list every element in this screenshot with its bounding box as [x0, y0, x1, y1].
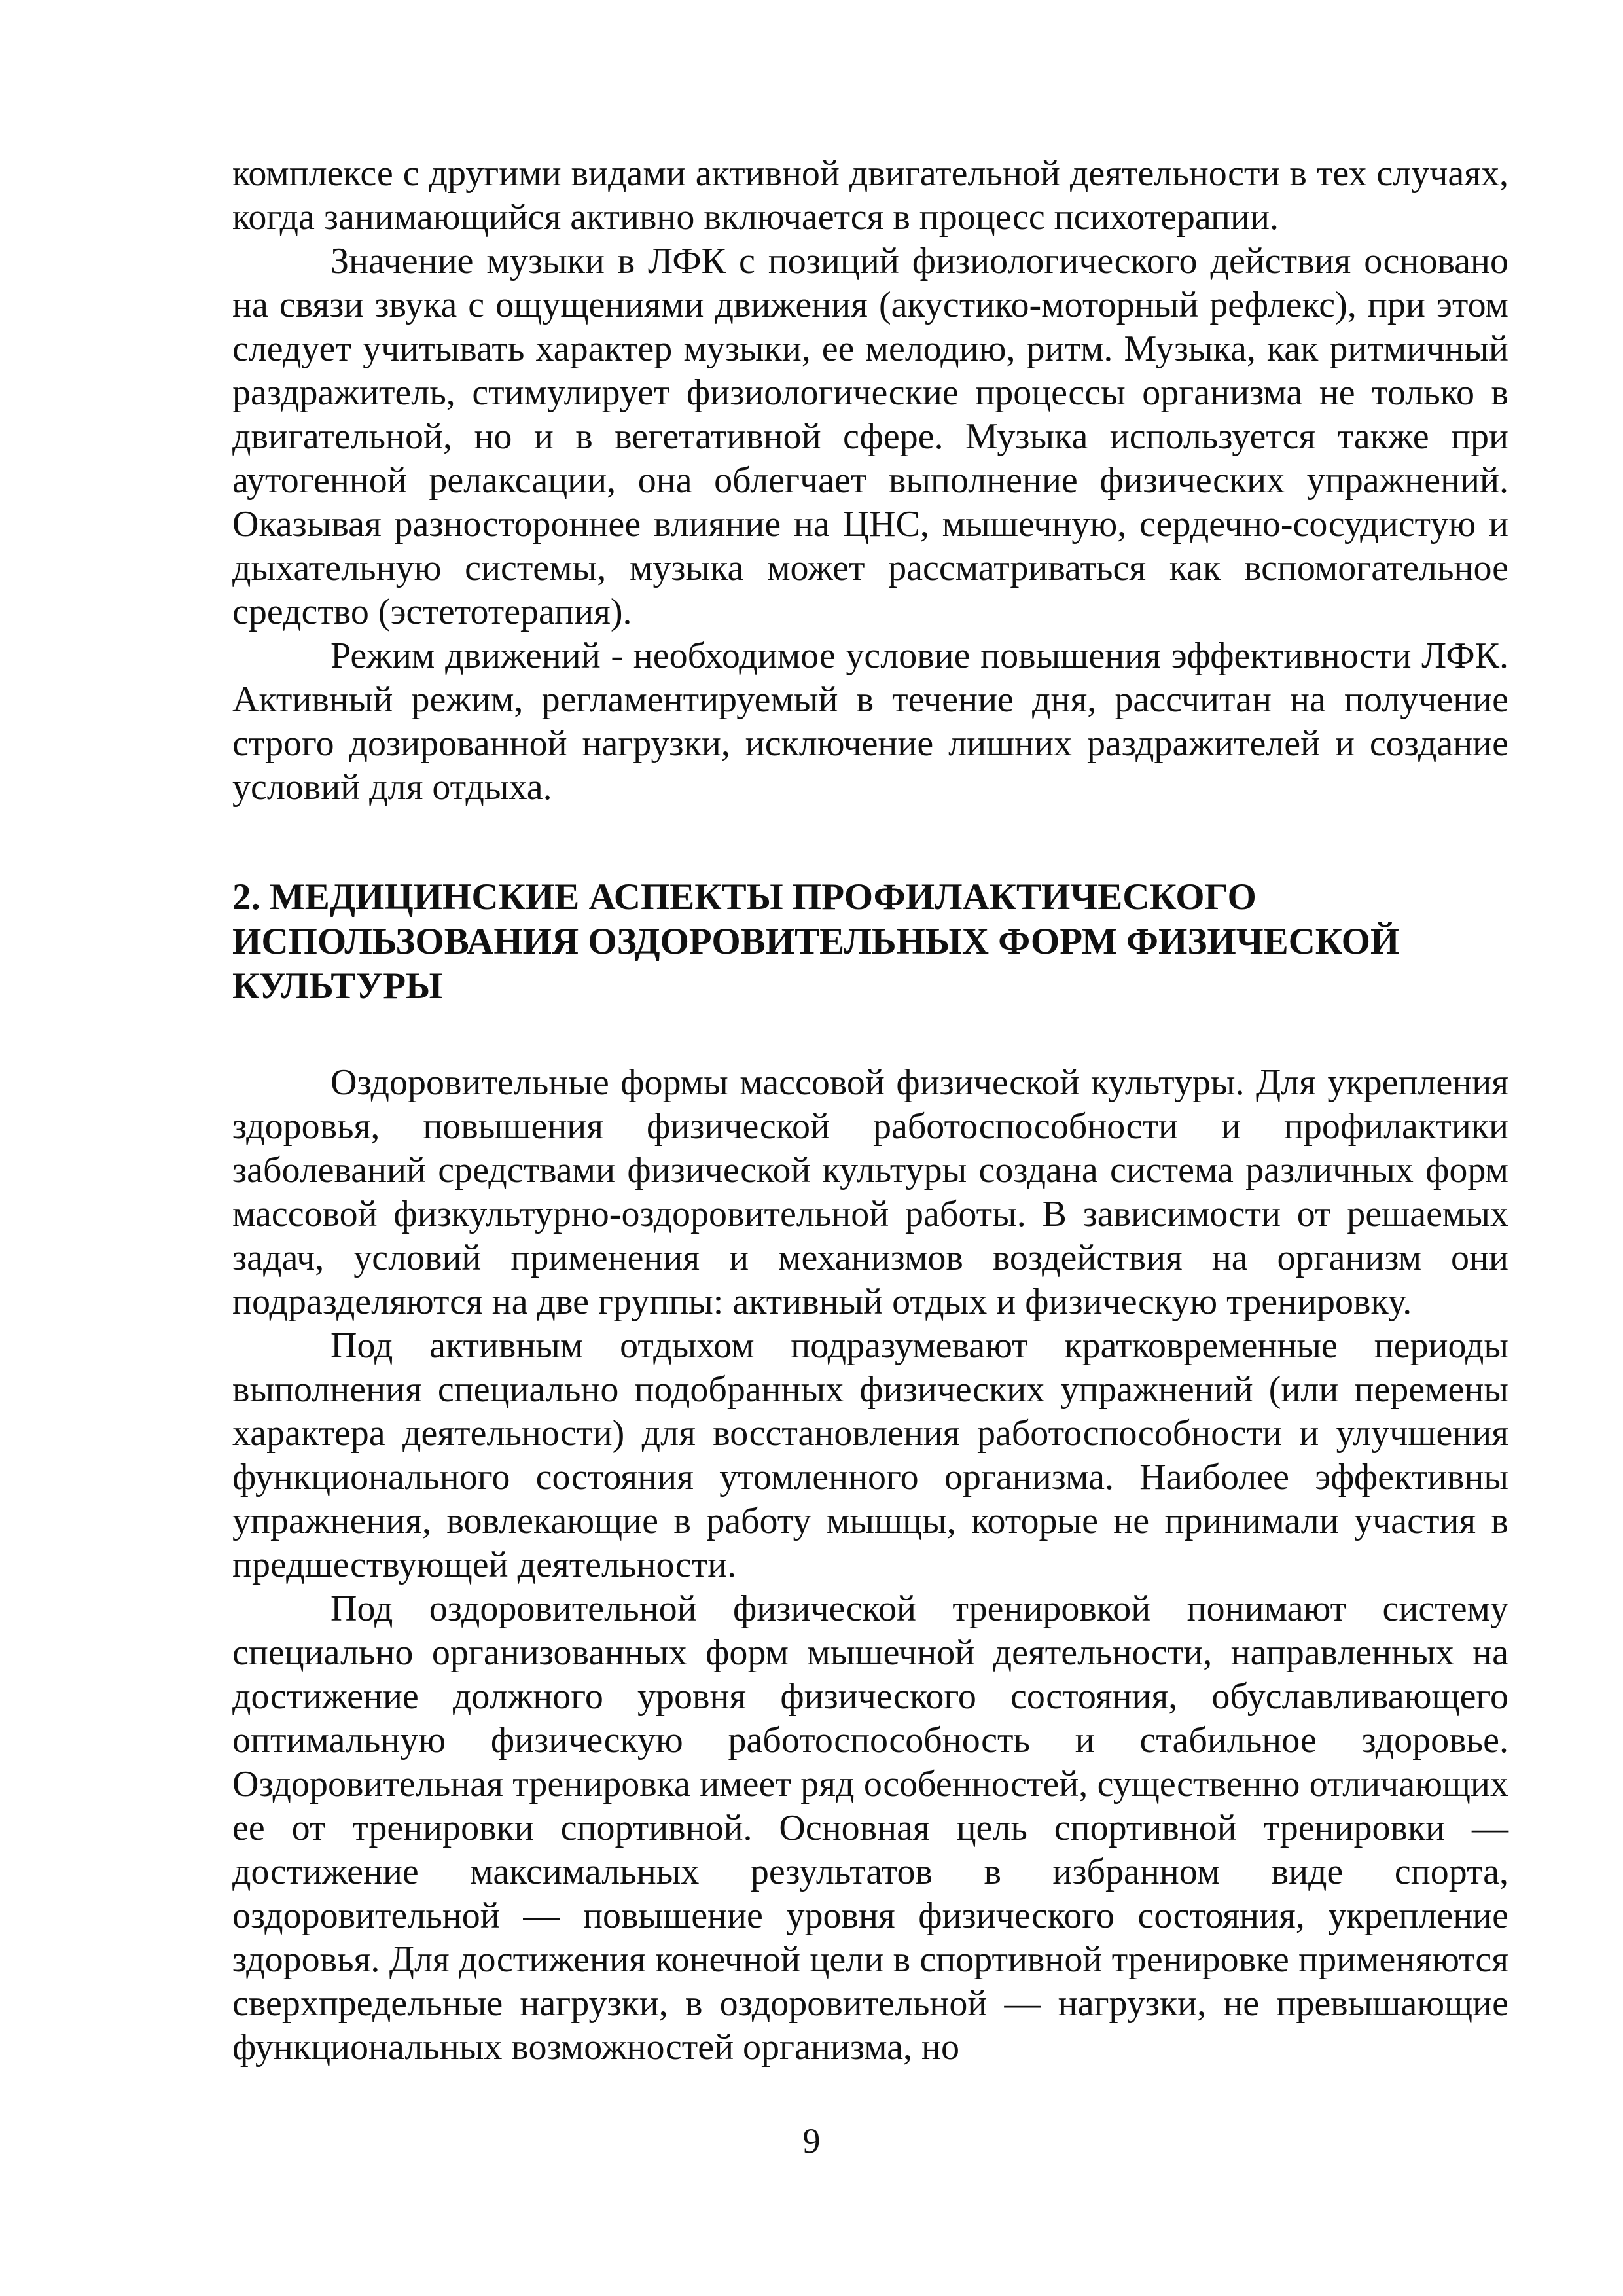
paragraph-health-training: Под оздоровительной физической тренировкой понимают систему специально организованных форм мышечной деятельности, направленных на достижение должного уровня физического состояния, обуславливающего оптимальную физическую работоспособность и стабильное здоровье. Оздоровительная тренировка имеет ряд особенностей, существенно отличающих ее от тренировки спортивной. Основная цель спортивной тренировки — достижение максимальных результатов в избранном виде спорта, оздоровительной — повышение уровня физического состояния, укрепление здоровья. Для достижения конечной цели в спортивной тренировке применяются сверхпредельные нагрузки, в оздоровительной — нагрузки, не превышающие функциональных возможностей организма, но: [232, 1588, 1508, 2068]
page-number: 9: [802, 2121, 821, 2161]
document-page: [232, 152, 1508, 2070]
paragraph-music-lfk: Значение музыки в ЛФК с позиций физиологического действия основано на связи звука с ощущениями движения (акустико-моторный рефлекс), при этом следует учитывать характер музыки, ее мелодию, ритм. Музыка, как ритмичный раздражитель, стимулирует физиологические процессы организма не только в двигательной, но и в вегетативной сфере. Музыка используется также при аутогенной релаксации, она облегчает выполнение физических упражнений. Оказывая разностороннее влияние на ЦНС, мышечную, сердечно-сосудистую и дыхательную системы, музыка может рассматриваться как вспомогательное средство (эстетотерапия).: [232, 241, 1508, 632]
paragraph-health-forms: Оздоровительные формы массовой физической культуры. Для укрепления здоровья, повышения физической работоспособности и профилактики заболеваний средствами физической культуры создана система различных форм массовой физкультурно-оздоровительной работы. В зависимости от решаемых задач, условий применения и механизмов воздействия на организм они подразделяются на две группы: активный отдых и физическую тренировку.: [232, 1062, 1508, 1322]
paragraph-active-rest: Под активным отдыхом подразумевают кратковременные периоды выполнения специально подобранных физических упражнений (или перемены характера деятельности) для восстановления работоспособности и улучшения функционального состояния утомленного организма. Наиболее эффективны упражнения, вовлекающие в работу мышцы, которые не принимали участия в предшествующей деятельности.: [232, 1325, 1508, 1585]
paragraph-movement-regime: Режим движений - необходимое условие повышения эффективности ЛФК. Активный режим, регламентируемый в течение дня, рассчитан на получение строго дозированной нагрузки, исключение лишних раздражителей и создание условий для отдыха.: [232, 636, 1508, 808]
paragraph-continuation: комплексе с другими видами активной двигательной деятельности в тех случаях, когда занимающийся активно включается в процесс психотерапии.: [232, 153, 1508, 238]
section-heading: 2. МЕДИЦИНСКИЕ АСПЕКТЫ ПРОФИЛАКТИЧЕСКОГО ИСПОЛЬЗОВАНИЯ ОЗДОРОВИТЕЛЬНЫХ ФОРМ ФИЗИЧЕСКОЙ КУЛЬТУРЫ: [232, 876, 1400, 1007]
